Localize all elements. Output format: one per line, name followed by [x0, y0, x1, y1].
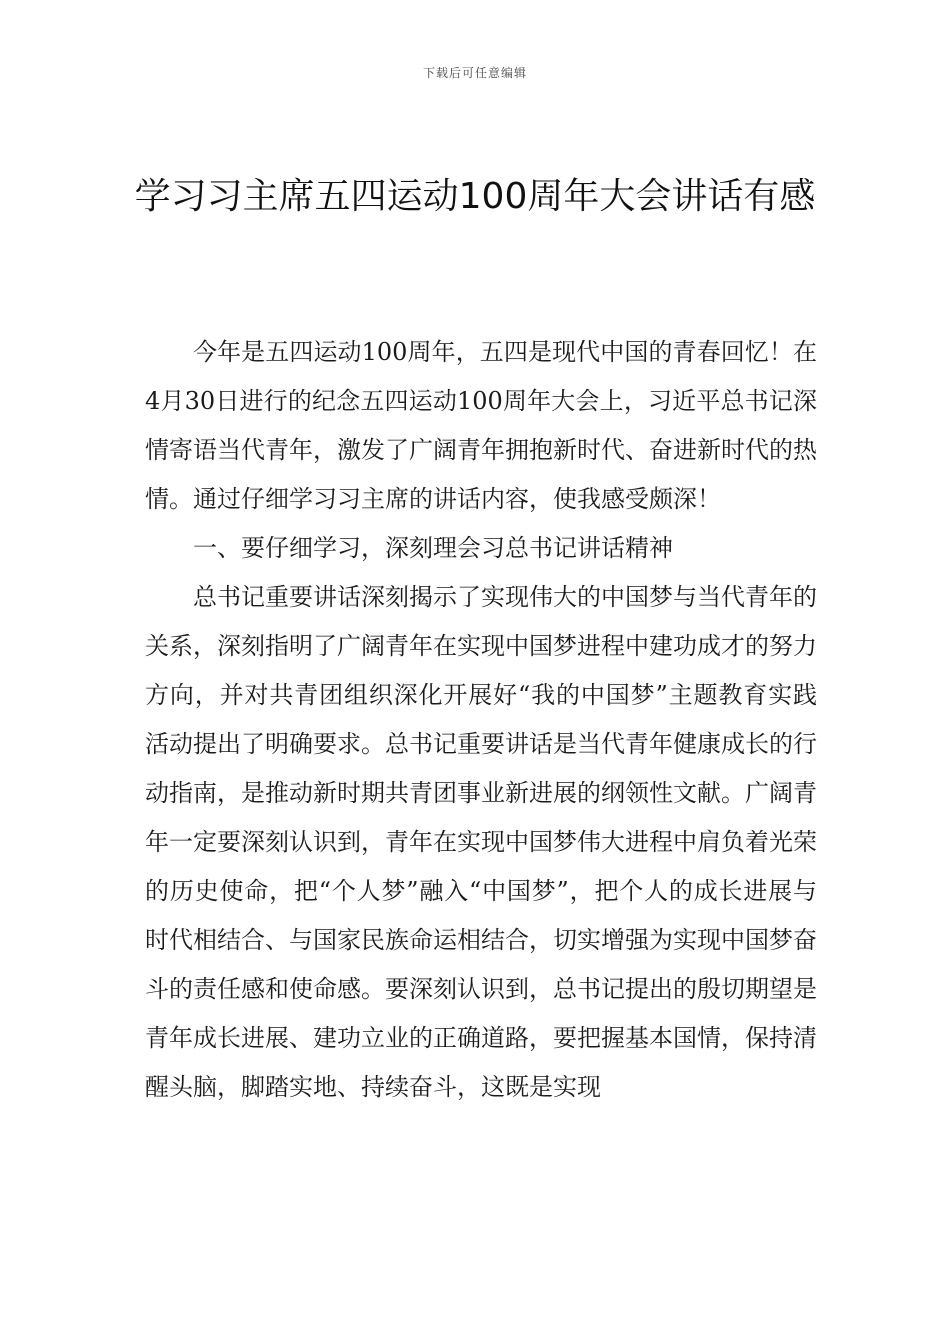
document-title: 学习习主席五四运动100周年大会讲话有感 — [134, 176, 816, 217]
header-note: 下载后可任意编辑 — [422, 66, 527, 80]
section-heading-1: 一、要仔细学习，深刻理会习总书记讲话精神 — [193, 534, 673, 562]
paragraph-intro: 今年是五四运动100周年，五四是现代中国的青春回忆！在4月30日进行的纪念五四运动100周年大会上，习近平总书记深情寄语当代青年，激发了广阔青年拥抱新时代、奋进新时代的热情。通过仔细学习习主席的讲话内容，使我感受颇深！ — [145, 338, 817, 513]
paragraph-section-1: 总书记重要讲话深刻揭示了实现伟大的中国梦与当代青年的关系，深刻指明了广阔青年在实现中国梦进程中建功成才的努力方向，并对共青团组织深化开展好“我的中国梦”主题教育实践活动提出了明确要求。总书记重要讲话是当代青年健康成长的行动指南，是推动新时期共青团事业新进展的纲领性文献。广阔青年一定要深刻认识到，青年在实现中国梦伟大进程中肩负着光荣的历史使命，把“个人梦”融入“中国梦”，把个人的成长进展与时代相结合、与国家民族命运相结合，切实增强为实现中国梦奋斗的责任感和使命感。要深刻认识到，总书记提出的殷切期望是青年成长进展、建功立业的正确道路，要把握基本国情，保持清醒头脑，脚踏实地、持续奋斗，这既是实现 — [145, 583, 817, 1101]
document-body — [145, 328, 817, 1112]
